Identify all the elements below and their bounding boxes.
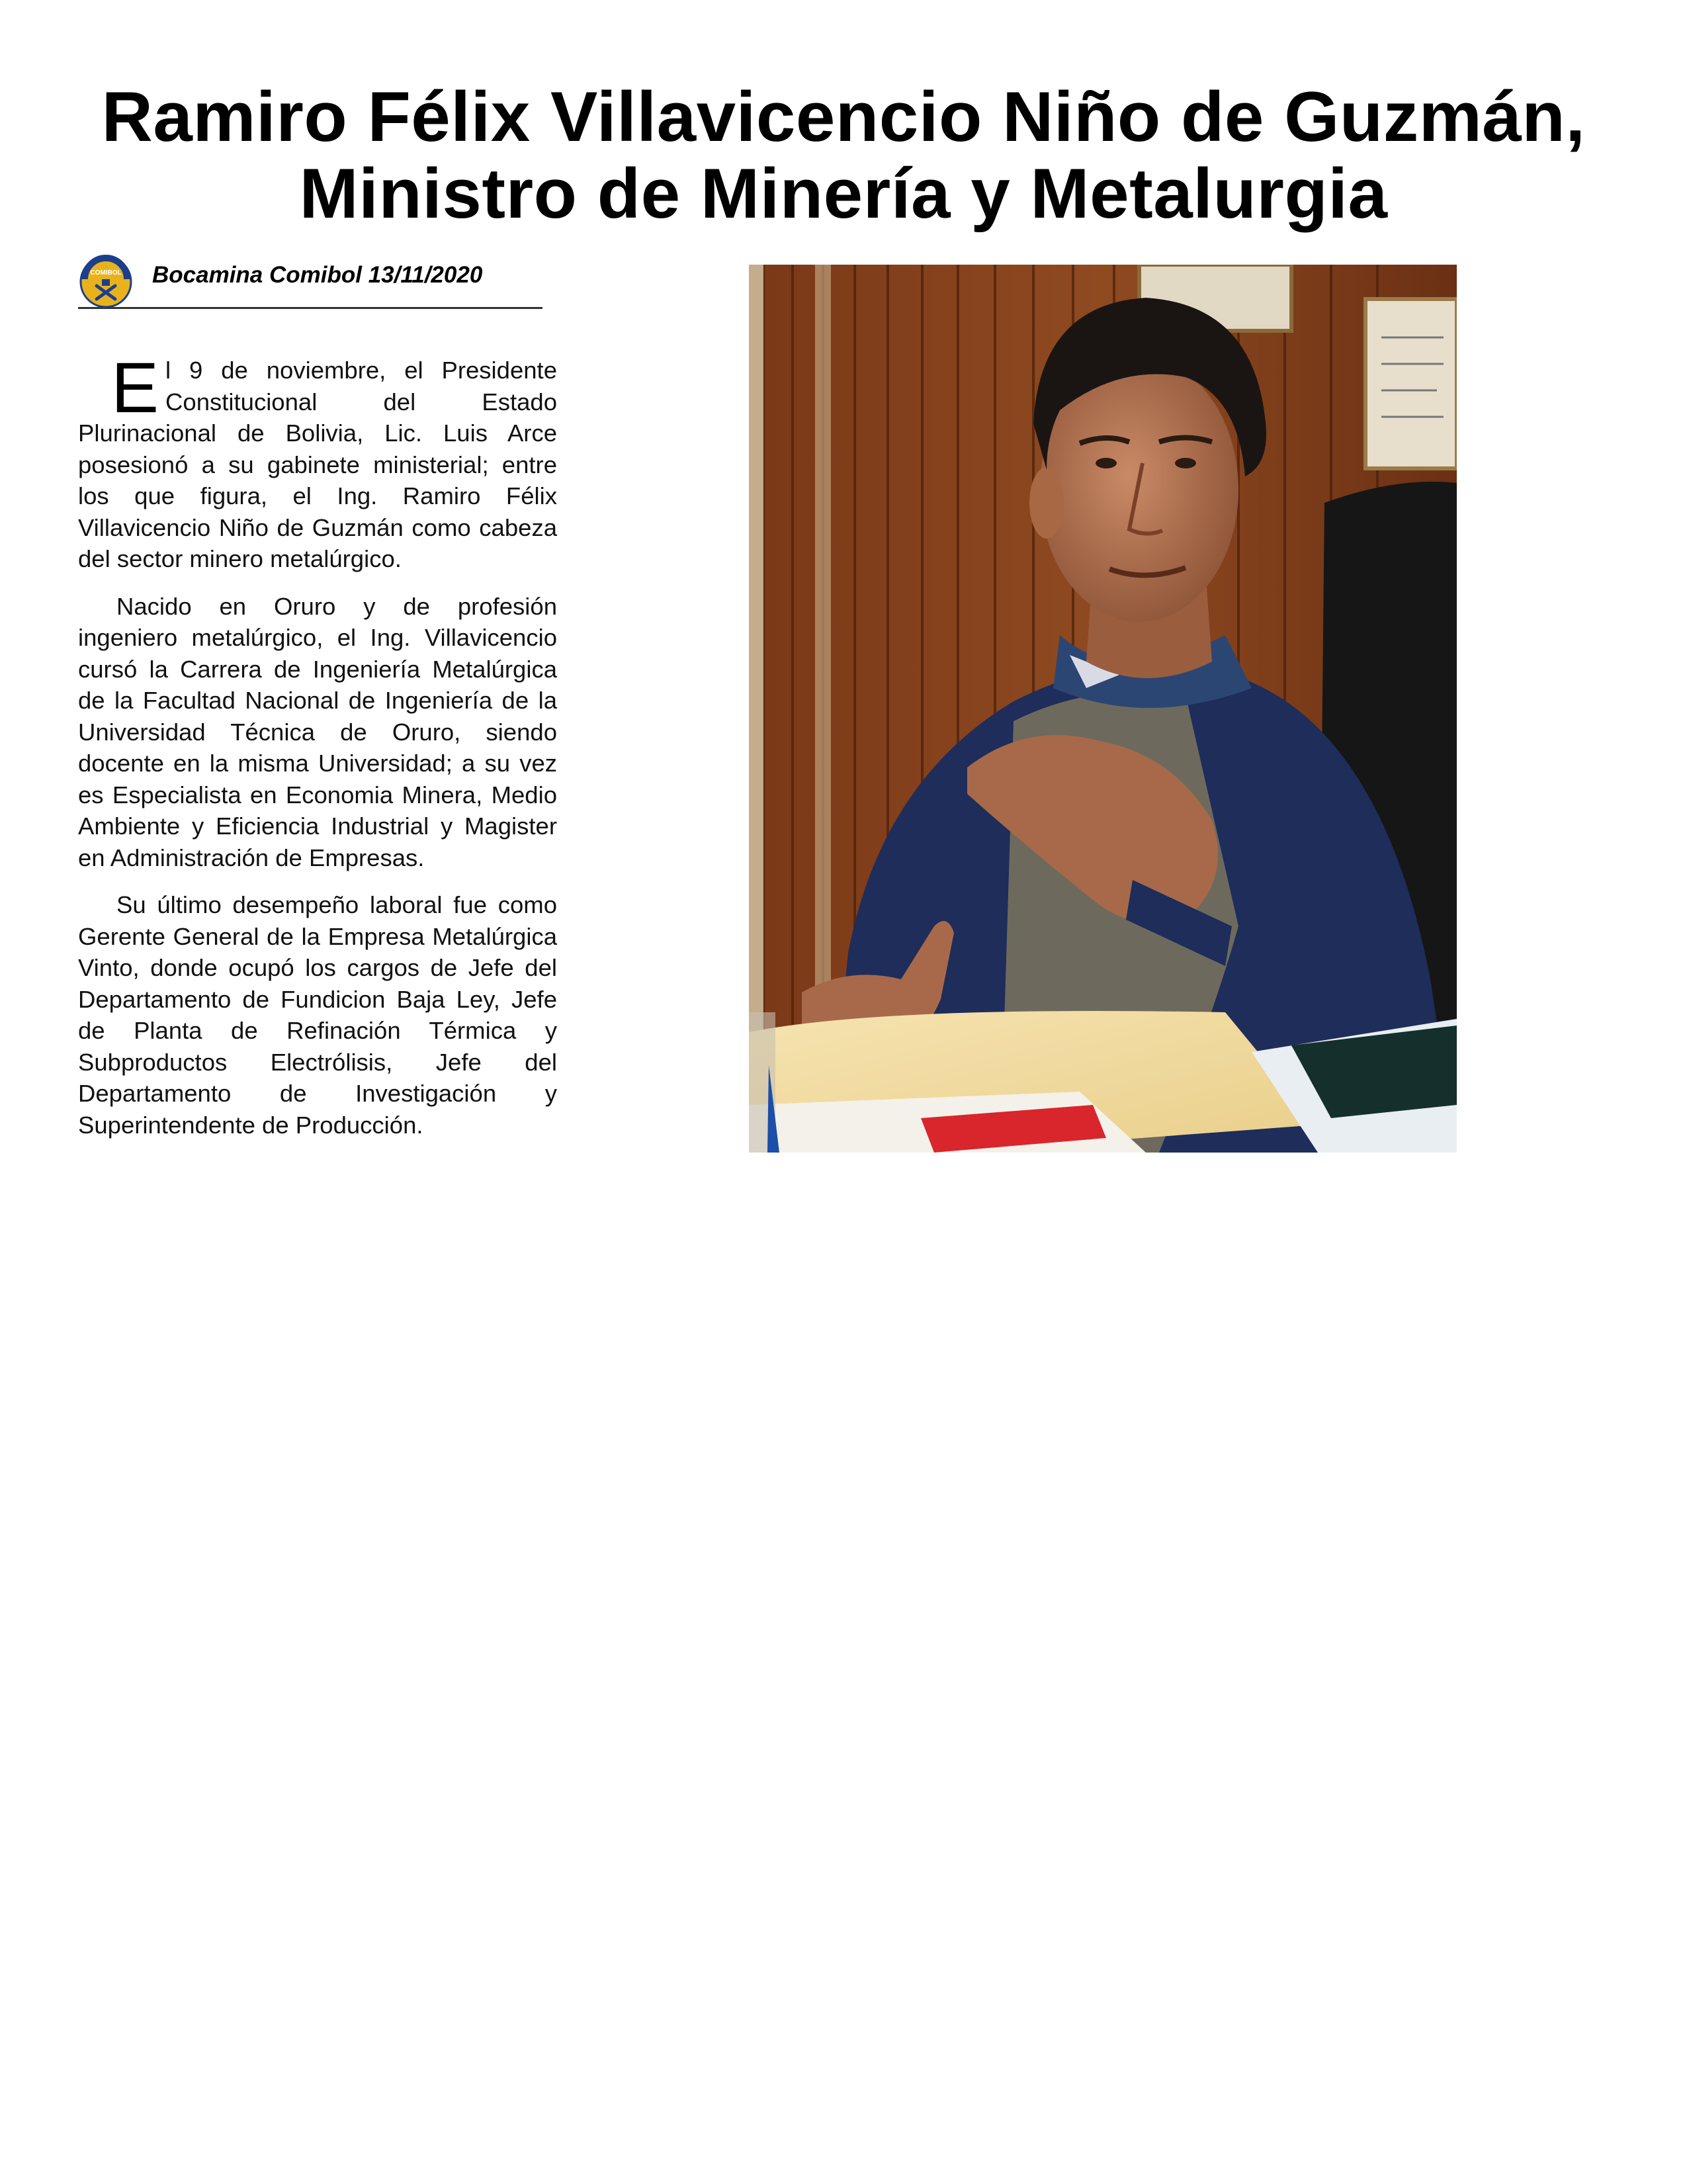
- minister-photo: [749, 265, 1457, 1153]
- svg-text:COMIBOL: COMIBOL: [90, 269, 122, 277]
- article-body: [78, 347, 557, 1157]
- title-line-1: Ramiro Félix Villavicencio Niño de Guzmán,: [101, 77, 1586, 156]
- drop-cap: E: [111, 347, 159, 427]
- title-line-2: Ministro de Minería y Metalurgia: [299, 153, 1388, 233]
- source-date: Bocamina Comibol 13/11/2020: [152, 262, 483, 288]
- paragraph-2: Nacido en Oruro y de profesión ingeniero metalúrgico, el Ing. Villavicencio cursó la Carrera de Ingeniería Metalúrgica de la Facultad Nacional de Ingeniería de la Universidad Técnica de Oruro, siendo docente en la misma Universidad; a su vez es Especialista en Economia Minera, Medio Ambiente y Eficiencia Industrial y Magister en Administración de Empresas.: [78, 592, 557, 871]
- byline: [78, 253, 542, 309]
- paragraph-1: [78, 347, 557, 575]
- paragraph-1-text: l 9 de noviembre, el Presidente Constitucional del Estado Plurinacional de Bolivia, Lic. Luis Arce posesionó a su gabinete ministerial; entre los que figura, el Ing. Ramiro Félix Villavicencio Niño de Guzmán como cabeza del sector minero metalúrgico.: [78, 357, 557, 572]
- article-title: [40, 78, 1647, 232]
- comibol-logo-icon: [78, 253, 134, 308]
- paragraph-3: Su último desempeño laboral fue como Gerente General de la Empresa Metalúrgica Vinto, donde ocupó los cargos de Jefe del Departamento de Fundicion Baja Ley, Jefe de Planta de Refinación Térmica y Subproductos Electrólisis, Jefe del Departamento de Investigación y Superintendente de Producción.: [78, 891, 557, 1139]
